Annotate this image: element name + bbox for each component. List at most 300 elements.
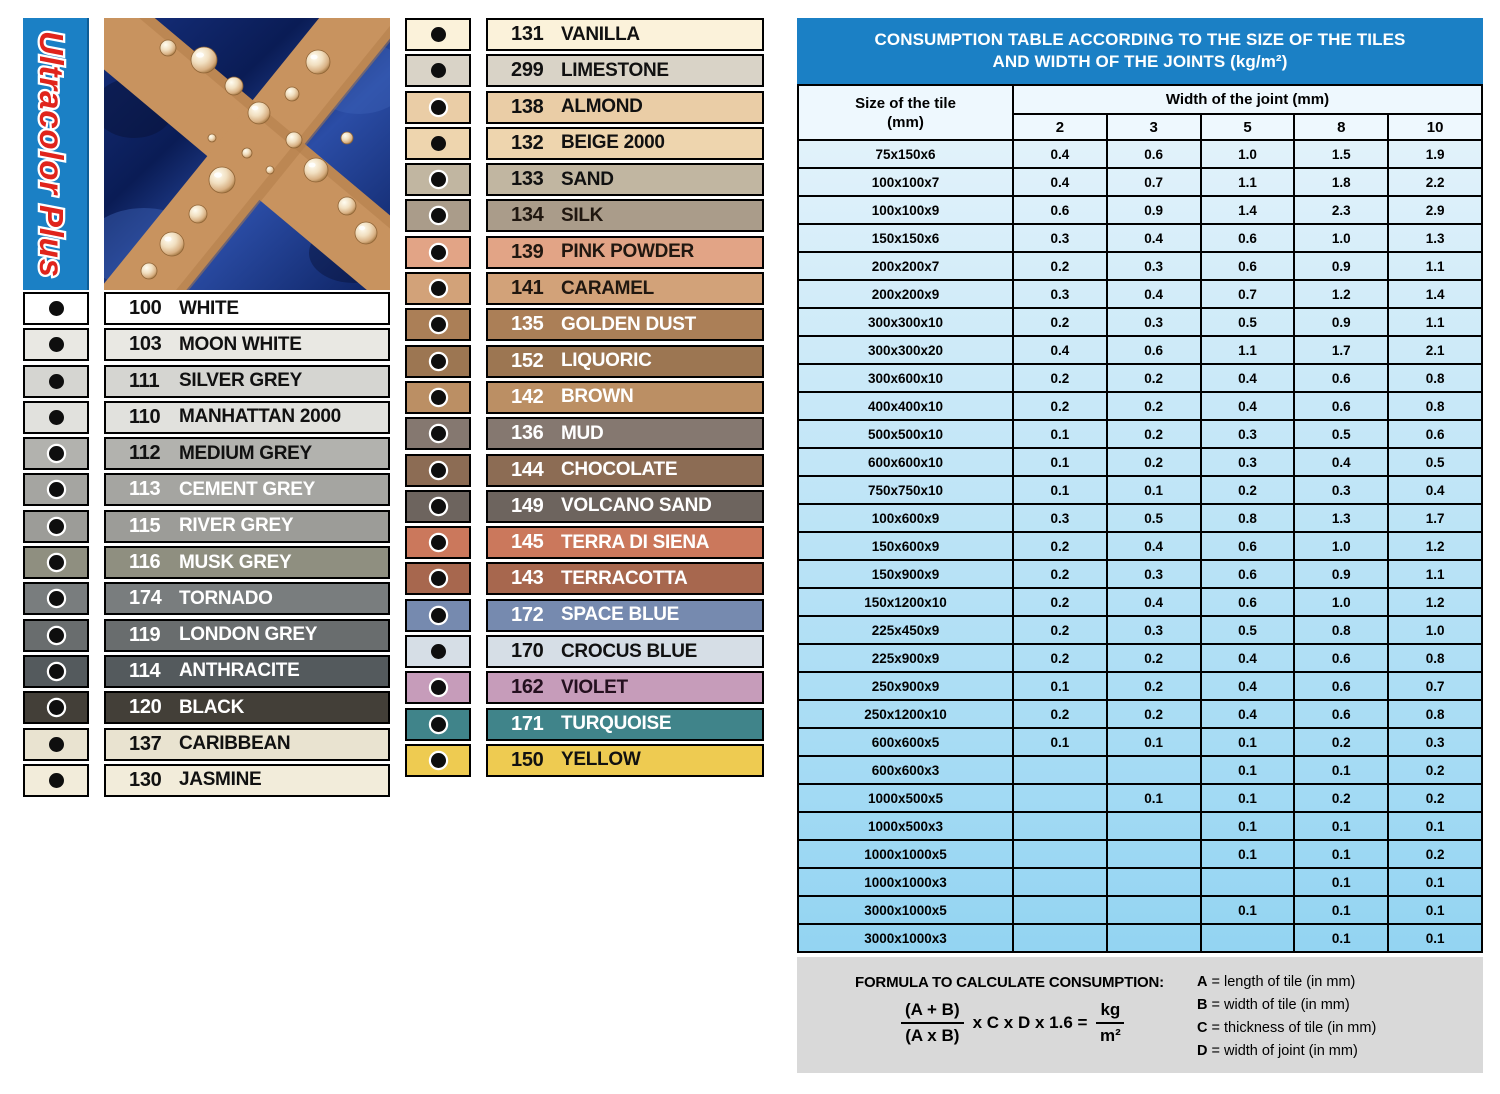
consumption-value-cell: 0.2	[1013, 364, 1107, 392]
formula-numerator: (A + B)	[901, 1000, 964, 1024]
consumption-value-cell: 0.5	[1388, 448, 1482, 476]
middle-color-list	[486, 18, 764, 780]
color-number: 110	[129, 405, 161, 428]
color-swatch-299	[405, 54, 471, 87]
color-swatch-150	[405, 744, 471, 777]
color-swatch-120	[23, 691, 89, 724]
consumption-value-cell: 0.9	[1107, 196, 1201, 224]
color-number: 299	[511, 59, 544, 82]
color-name: SILK	[561, 204, 604, 226]
availability-dot-icon	[431, 644, 446, 659]
color-row-137	[104, 728, 390, 761]
consumption-value-cell: 0.1	[1201, 840, 1295, 868]
formula-legend-item	[1197, 1040, 1376, 1063]
consumption-value-cell: 1.4	[1388, 280, 1482, 308]
consumption-value-cell: 0.1	[1294, 924, 1388, 952]
left-swatch-column	[23, 292, 89, 800]
consumption-value-cell: 0.2	[1013, 392, 1107, 420]
legend-text: = width of joint (in mm)	[1211, 1043, 1358, 1059]
consumption-value-cell: 0.2	[1107, 420, 1201, 448]
consumption-value-cell: 0.1	[1013, 448, 1107, 476]
legend-key: B	[1197, 997, 1208, 1013]
consumption-value-cell: 0.7	[1201, 280, 1295, 308]
consumption-value-cell	[1013, 896, 1107, 924]
color-name: SPACE BLUE	[561, 604, 680, 626]
color-name: SILVER GREY	[179, 370, 303, 392]
consumption-value-cell: 0.6	[1294, 364, 1388, 392]
consumption-value-cell: 0.4	[1013, 140, 1107, 168]
color-number: 112	[129, 442, 161, 465]
consumption-value-cell: 2.3	[1294, 196, 1388, 224]
table-row	[798, 168, 1482, 196]
availability-dot-icon	[49, 555, 64, 570]
consumption-value-cell: 0.1	[1201, 756, 1295, 784]
consumption-value-cell: 0.1	[1013, 672, 1107, 700]
availability-dot-icon	[431, 426, 446, 441]
brand-logo	[23, 18, 87, 290]
color-row-142	[486, 381, 764, 414]
table-row	[798, 840, 1482, 868]
consumption-value-cell: 0.6	[1201, 532, 1295, 560]
consumption-value-cell: 0.2	[1013, 700, 1107, 728]
color-swatch-116	[23, 546, 89, 579]
table-row	[798, 336, 1482, 364]
color-row-144	[486, 454, 764, 487]
consumption-value-cell: 0.6	[1201, 560, 1295, 588]
table-row	[798, 392, 1482, 420]
color-row-299	[486, 54, 764, 87]
color-swatch-115	[23, 510, 89, 543]
consumption-value-cell: 0.2	[1013, 588, 1107, 616]
consumption-value-cell: 1.0	[1388, 616, 1482, 644]
color-number: 141	[511, 277, 544, 300]
tile-size-cell: 300x600x10	[798, 364, 1013, 392]
consumption-value-cell: 0.3	[1107, 560, 1201, 588]
color-swatch-112	[23, 437, 89, 470]
consumption-value-cell: 1.1	[1388, 560, 1482, 588]
consumption-value-cell: 0.8	[1294, 616, 1388, 644]
color-swatch-137	[23, 728, 89, 761]
table-row	[798, 756, 1482, 784]
consumption-value-cell: 1.5	[1294, 140, 1388, 168]
color-swatch-174	[23, 582, 89, 615]
table-row	[798, 784, 1482, 812]
consumption-value-cell: 0.1	[1294, 896, 1388, 924]
consumption-value-cell: 0.6	[1201, 252, 1295, 280]
availability-dot-icon	[49, 337, 64, 352]
consumption-value-cell: 0.2	[1013, 252, 1107, 280]
consumption-value-cell: 0.3	[1388, 728, 1482, 756]
color-row-103	[104, 328, 390, 361]
consumption-value-cell: 0.4	[1201, 700, 1295, 728]
consumption-value-cell	[1013, 868, 1107, 896]
tile-size-cell: 600x600x10	[798, 448, 1013, 476]
color-number: 142	[511, 385, 544, 408]
color-row-111	[104, 365, 390, 398]
consumption-value-cell: 0.8	[1201, 504, 1295, 532]
color-name: LIMESTONE	[561, 59, 669, 81]
color-name: CARIBBEAN	[179, 733, 291, 755]
consumption-value-cell: 0.9	[1294, 308, 1388, 336]
consumption-value-cell: 0.2	[1107, 644, 1201, 672]
availability-dot-icon	[431, 463, 446, 478]
consumption-value-cell: 0.4	[1201, 644, 1295, 672]
consumption-value-cell: 0.1	[1388, 868, 1482, 896]
tile-size-cell: 1000x500x3	[798, 812, 1013, 840]
color-name: JASMINE	[179, 769, 262, 791]
consumption-value-cell: 0.3	[1107, 252, 1201, 280]
color-number: 132	[511, 131, 544, 154]
consumption-value-cell: 0.3	[1201, 420, 1295, 448]
formula-result-denominator: m²	[1099, 1026, 1121, 1045]
availability-dot-icon	[431, 27, 446, 42]
table-row	[798, 420, 1482, 448]
consumption-value-cell: 0.6	[1294, 700, 1388, 728]
legend-key: D	[1197, 1043, 1208, 1059]
availability-dot-icon	[49, 301, 64, 316]
color-row-110	[104, 401, 390, 434]
consumption-value-cell: 0.3	[1013, 280, 1107, 308]
color-row-133	[486, 163, 764, 196]
color-number: 171	[511, 712, 544, 735]
color-row-116	[104, 546, 390, 579]
consumption-value-cell	[1201, 924, 1295, 952]
consumption-value-cell: 1.9	[1388, 140, 1482, 168]
consumption-value-cell: 0.1	[1294, 756, 1388, 784]
formula-legend	[1197, 957, 1376, 1073]
color-name: GOLDEN DUST	[561, 313, 696, 335]
formula-legend-item	[1197, 971, 1376, 994]
availability-dot-icon	[431, 63, 446, 78]
consumption-value-cell: 0.1	[1107, 728, 1201, 756]
title-line-1: CONSUMPTION TABLE ACCORDING TO THE SIZE OF THE TILES	[874, 30, 1406, 49]
size-header-line1: Size of the tile	[855, 94, 956, 112]
tile-photo	[104, 18, 390, 290]
consumption-value-cell: 0.4	[1201, 364, 1295, 392]
consumption-value-cell: 0.2	[1107, 672, 1201, 700]
availability-dot-icon	[49, 591, 64, 606]
consumption-value-cell	[1201, 868, 1295, 896]
color-swatch-170	[405, 635, 471, 668]
color-swatch-143	[405, 562, 471, 595]
table-row	[798, 700, 1482, 728]
color-swatch-162	[405, 671, 471, 704]
joint-width-2: 2	[1013, 114, 1107, 140]
tile-size-cell: 150x1200x10	[798, 588, 1013, 616]
tile-size-cell: 150x900x9	[798, 560, 1013, 588]
color-name: MEDIUM GREY	[179, 442, 312, 464]
color-swatch-141	[405, 272, 471, 305]
color-number: 131	[511, 23, 544, 45]
color-row-143	[486, 562, 764, 595]
consumption-value-cell: 2.1	[1388, 336, 1482, 364]
color-name: MANHATTAN 2000	[179, 406, 341, 428]
consumption-value-cell: 2.9	[1388, 196, 1482, 224]
consumption-table-title	[797, 18, 1483, 84]
color-name: PINK POWDER	[561, 241, 694, 263]
consumption-value-cell: 0.3	[1294, 476, 1388, 504]
consumption-value-cell: 0.2	[1294, 728, 1388, 756]
color-number: 145	[511, 531, 544, 554]
formula-fraction	[901, 1000, 964, 1046]
color-swatch-136	[405, 417, 471, 450]
color-name: VOLCANO SAND	[561, 495, 712, 517]
consumption-value-cell: 0.2	[1013, 616, 1107, 644]
consumption-value-cell: 0.4	[1107, 532, 1201, 560]
joint-width-10: 10	[1388, 114, 1482, 140]
color-number: 172	[511, 603, 544, 626]
color-number: 114	[129, 659, 161, 682]
tile-size-cell: 225x450x9	[798, 616, 1013, 644]
color-number: 149	[511, 494, 544, 517]
color-row-172	[486, 599, 764, 632]
title-line-2: AND WIDTH OF THE JOINTS (kg/m²)	[992, 52, 1288, 71]
brand-logo-text: Ultracolor Plus	[33, 31, 70, 277]
consumption-value-cell: 0.3	[1107, 308, 1201, 336]
color-row-149	[486, 490, 764, 523]
color-name: YELLOW	[561, 749, 641, 771]
consumption-value-cell: 1.0	[1294, 532, 1388, 560]
availability-dot-icon	[431, 390, 446, 405]
consumption-value-cell	[1107, 756, 1201, 784]
consumption-value-cell: 0.2	[1013, 532, 1107, 560]
color-swatch-114	[23, 655, 89, 688]
tile-size-cell: 400x400x10	[798, 392, 1013, 420]
color-name: CEMENT GREY	[179, 478, 316, 500]
color-number: 120	[129, 696, 162, 719]
color-number: 135	[511, 313, 544, 336]
color-number: 113	[129, 478, 161, 501]
consumption-value-cell: 0.6	[1201, 224, 1295, 252]
color-swatch-149	[405, 490, 471, 523]
table-row	[798, 448, 1482, 476]
color-name: MUD	[561, 422, 604, 444]
color-name: BLACK	[179, 696, 244, 718]
formula-equation	[855, 1000, 1197, 1046]
color-number: 130	[129, 768, 162, 791]
legend-text: = length of tile (in mm)	[1211, 974, 1356, 990]
color-number: 144	[511, 458, 544, 481]
color-number: 103	[129, 333, 162, 356]
formula-result-numerator: kg	[1096, 1000, 1124, 1024]
tile-size-cell: 100x600x9	[798, 504, 1013, 532]
availability-dot-icon	[49, 628, 64, 643]
consumption-value-cell: 0.4	[1201, 392, 1295, 420]
consumption-value-cell	[1013, 756, 1107, 784]
color-swatch-103	[23, 328, 89, 361]
legend-key: A	[1197, 974, 1208, 990]
tile-size-cell: 250x1200x10	[798, 700, 1013, 728]
color-name: SAND	[561, 168, 614, 190]
color-row-141	[486, 272, 764, 305]
consumption-table-section	[797, 18, 1483, 953]
consumption-value-cell: 0.4	[1107, 224, 1201, 252]
tile-size-cell: 250x900x9	[798, 672, 1013, 700]
consumption-value-cell: 0.1	[1201, 896, 1295, 924]
consumption-value-cell: 0.3	[1201, 448, 1295, 476]
color-name: LONDON GREY	[179, 624, 318, 646]
consumption-value-cell: 0.2	[1013, 308, 1107, 336]
color-row-170	[486, 635, 764, 668]
consumption-value-cell: 0.6	[1294, 672, 1388, 700]
color-number: 139	[511, 240, 544, 263]
consumption-value-cell: 0.1	[1201, 812, 1295, 840]
color-row-132	[486, 127, 764, 160]
consumption-value-cell: 0.1	[1107, 476, 1201, 504]
consumption-value-cell: 0.1	[1388, 924, 1482, 952]
tile-photo-image	[104, 18, 390, 290]
consumption-value-cell: 0.3	[1013, 504, 1107, 532]
color-swatch-135	[405, 308, 471, 341]
color-number: 143	[511, 567, 544, 590]
table-row	[798, 644, 1482, 672]
consumption-value-cell: 0.3	[1107, 616, 1201, 644]
table-row	[798, 532, 1482, 560]
color-name: TERRA DI SIENA	[561, 531, 710, 553]
consumption-value-cell: 0.8	[1388, 364, 1482, 392]
consumption-value-cell: 0.4	[1107, 280, 1201, 308]
formula-denominator: (A x B)	[905, 1026, 960, 1045]
consumption-value-cell: 0.5	[1201, 308, 1295, 336]
color-number: 116	[129, 551, 161, 574]
table-row	[798, 588, 1482, 616]
joint-width-3: 3	[1107, 114, 1201, 140]
consumption-value-cell: 0.2	[1388, 756, 1482, 784]
consumption-value-cell: 0.5	[1201, 616, 1295, 644]
consumption-value-cell: 0.1	[1388, 896, 1482, 924]
consumption-value-cell: 0.2	[1388, 840, 1482, 868]
tile-size-cell: 200x200x9	[798, 280, 1013, 308]
color-name: ALMOND	[561, 96, 643, 118]
color-name: RIVER GREY	[179, 515, 294, 537]
color-swatch-113	[23, 473, 89, 506]
consumption-value-cell: 0.6	[1294, 392, 1388, 420]
tile-size-cell: 300x300x10	[798, 308, 1013, 336]
consumption-value-cell: 0.1	[1201, 728, 1295, 756]
consumption-value-cell: 0.6	[1107, 140, 1201, 168]
color-row-136	[486, 417, 764, 450]
color-swatch-145	[405, 526, 471, 559]
availability-dot-icon	[431, 317, 446, 332]
table-row	[798, 140, 1482, 168]
consumption-value-cell: 0.2	[1013, 560, 1107, 588]
availability-dot-icon	[49, 482, 64, 497]
consumption-value-cell	[1107, 924, 1201, 952]
color-row-113	[104, 473, 390, 506]
color-name: LIQUORIC	[561, 350, 652, 372]
color-name: VIOLET	[561, 676, 628, 698]
color-row-145	[486, 526, 764, 559]
availability-dot-icon	[431, 680, 446, 695]
availability-dot-icon	[49, 374, 64, 389]
color-name: TURQUOISE	[561, 713, 672, 735]
color-row-138	[486, 91, 764, 124]
consumption-value-cell: 0.2	[1107, 448, 1201, 476]
consumption-value-cell: 2.2	[1388, 168, 1482, 196]
legend-key: C	[1197, 1020, 1208, 1036]
color-row-162	[486, 671, 764, 704]
consumption-value-cell: 1.1	[1201, 168, 1295, 196]
color-name: BEIGE 2000	[561, 132, 665, 154]
brand-banner	[23, 18, 89, 290]
table-row	[798, 616, 1482, 644]
formula-title: FORMULA TO CALCULATE CONSUMPTION:	[855, 974, 1164, 991]
consumption-value-cell: 0.2	[1107, 700, 1201, 728]
color-number: 119	[129, 623, 161, 646]
table-row	[798, 476, 1482, 504]
color-number: 152	[511, 349, 544, 372]
color-row-139	[486, 236, 764, 269]
tile-size-cell: 3000x1000x5	[798, 896, 1013, 924]
availability-dot-icon	[431, 136, 446, 151]
joint-width-8: 8	[1294, 114, 1388, 140]
color-name: CROCUS BLUE	[561, 640, 698, 662]
color-name: CHOCOLATE	[561, 459, 678, 481]
consumption-value-cell	[1013, 812, 1107, 840]
consumption-value-cell: 0.4	[1294, 448, 1388, 476]
consumption-value-cell: 1.8	[1294, 168, 1388, 196]
color-swatch-134	[405, 199, 471, 232]
tile-size-cell: 750x750x10	[798, 476, 1013, 504]
consumption-value-cell	[1107, 840, 1201, 868]
consumption-value-cell: 0.6	[1388, 420, 1482, 448]
tile-size-cell: 100x100x9	[798, 196, 1013, 224]
color-swatch-133	[405, 163, 471, 196]
tile-size-cell: 1000x1000x3	[798, 868, 1013, 896]
color-swatch-100	[23, 292, 89, 325]
formula-box	[797, 957, 1483, 1073]
consumption-value-cell: 1.2	[1294, 280, 1388, 308]
left-color-list	[104, 292, 390, 800]
consumption-value-cell: 1.0	[1294, 588, 1388, 616]
consumption-value-cell: 0.6	[1201, 588, 1295, 616]
consumption-value-cell: 0.1	[1013, 420, 1107, 448]
color-name: TERRACOTTA	[561, 567, 688, 589]
color-number: 115	[129, 514, 161, 537]
availability-dot-icon	[49, 519, 64, 534]
color-number: 162	[511, 676, 544, 699]
consumption-value-cell: 0.2	[1388, 784, 1482, 812]
availability-dot-icon	[49, 446, 64, 461]
consumption-value-cell: 0.1	[1107, 784, 1201, 812]
consumption-value-cell: 0.8	[1388, 392, 1482, 420]
consumption-value-cell: 0.7	[1107, 168, 1201, 196]
consumption-value-cell: 0.6	[1013, 196, 1107, 224]
color-number: 150	[511, 748, 544, 771]
legend-text: = thickness of tile (in mm)	[1211, 1020, 1377, 1036]
color-row-150	[486, 744, 764, 777]
tile-size-cell: 600x600x5	[798, 728, 1013, 756]
color-swatch-139	[405, 236, 471, 269]
consumption-value-cell: 1.1	[1201, 336, 1295, 364]
consumption-value-cell: 1.4	[1201, 196, 1295, 224]
color-name: CARAMEL	[561, 277, 654, 299]
consumption-value-cell: 0.7	[1388, 672, 1482, 700]
table-row	[798, 252, 1482, 280]
consumption-value-cell: 1.2	[1388, 532, 1482, 560]
table-row	[798, 308, 1482, 336]
availability-dot-icon	[431, 499, 446, 514]
consumption-value-cell: 0.3	[1013, 224, 1107, 252]
consumption-value-cell: 0.2	[1294, 784, 1388, 812]
consumption-value-cell	[1107, 896, 1201, 924]
consumption-value-cell: 0.1	[1388, 812, 1482, 840]
color-swatch-119	[23, 619, 89, 652]
table-row	[798, 196, 1482, 224]
color-swatch-152	[405, 345, 471, 378]
color-name: TORNADO	[179, 587, 273, 609]
color-name: ANTHRACITE	[179, 660, 300, 682]
